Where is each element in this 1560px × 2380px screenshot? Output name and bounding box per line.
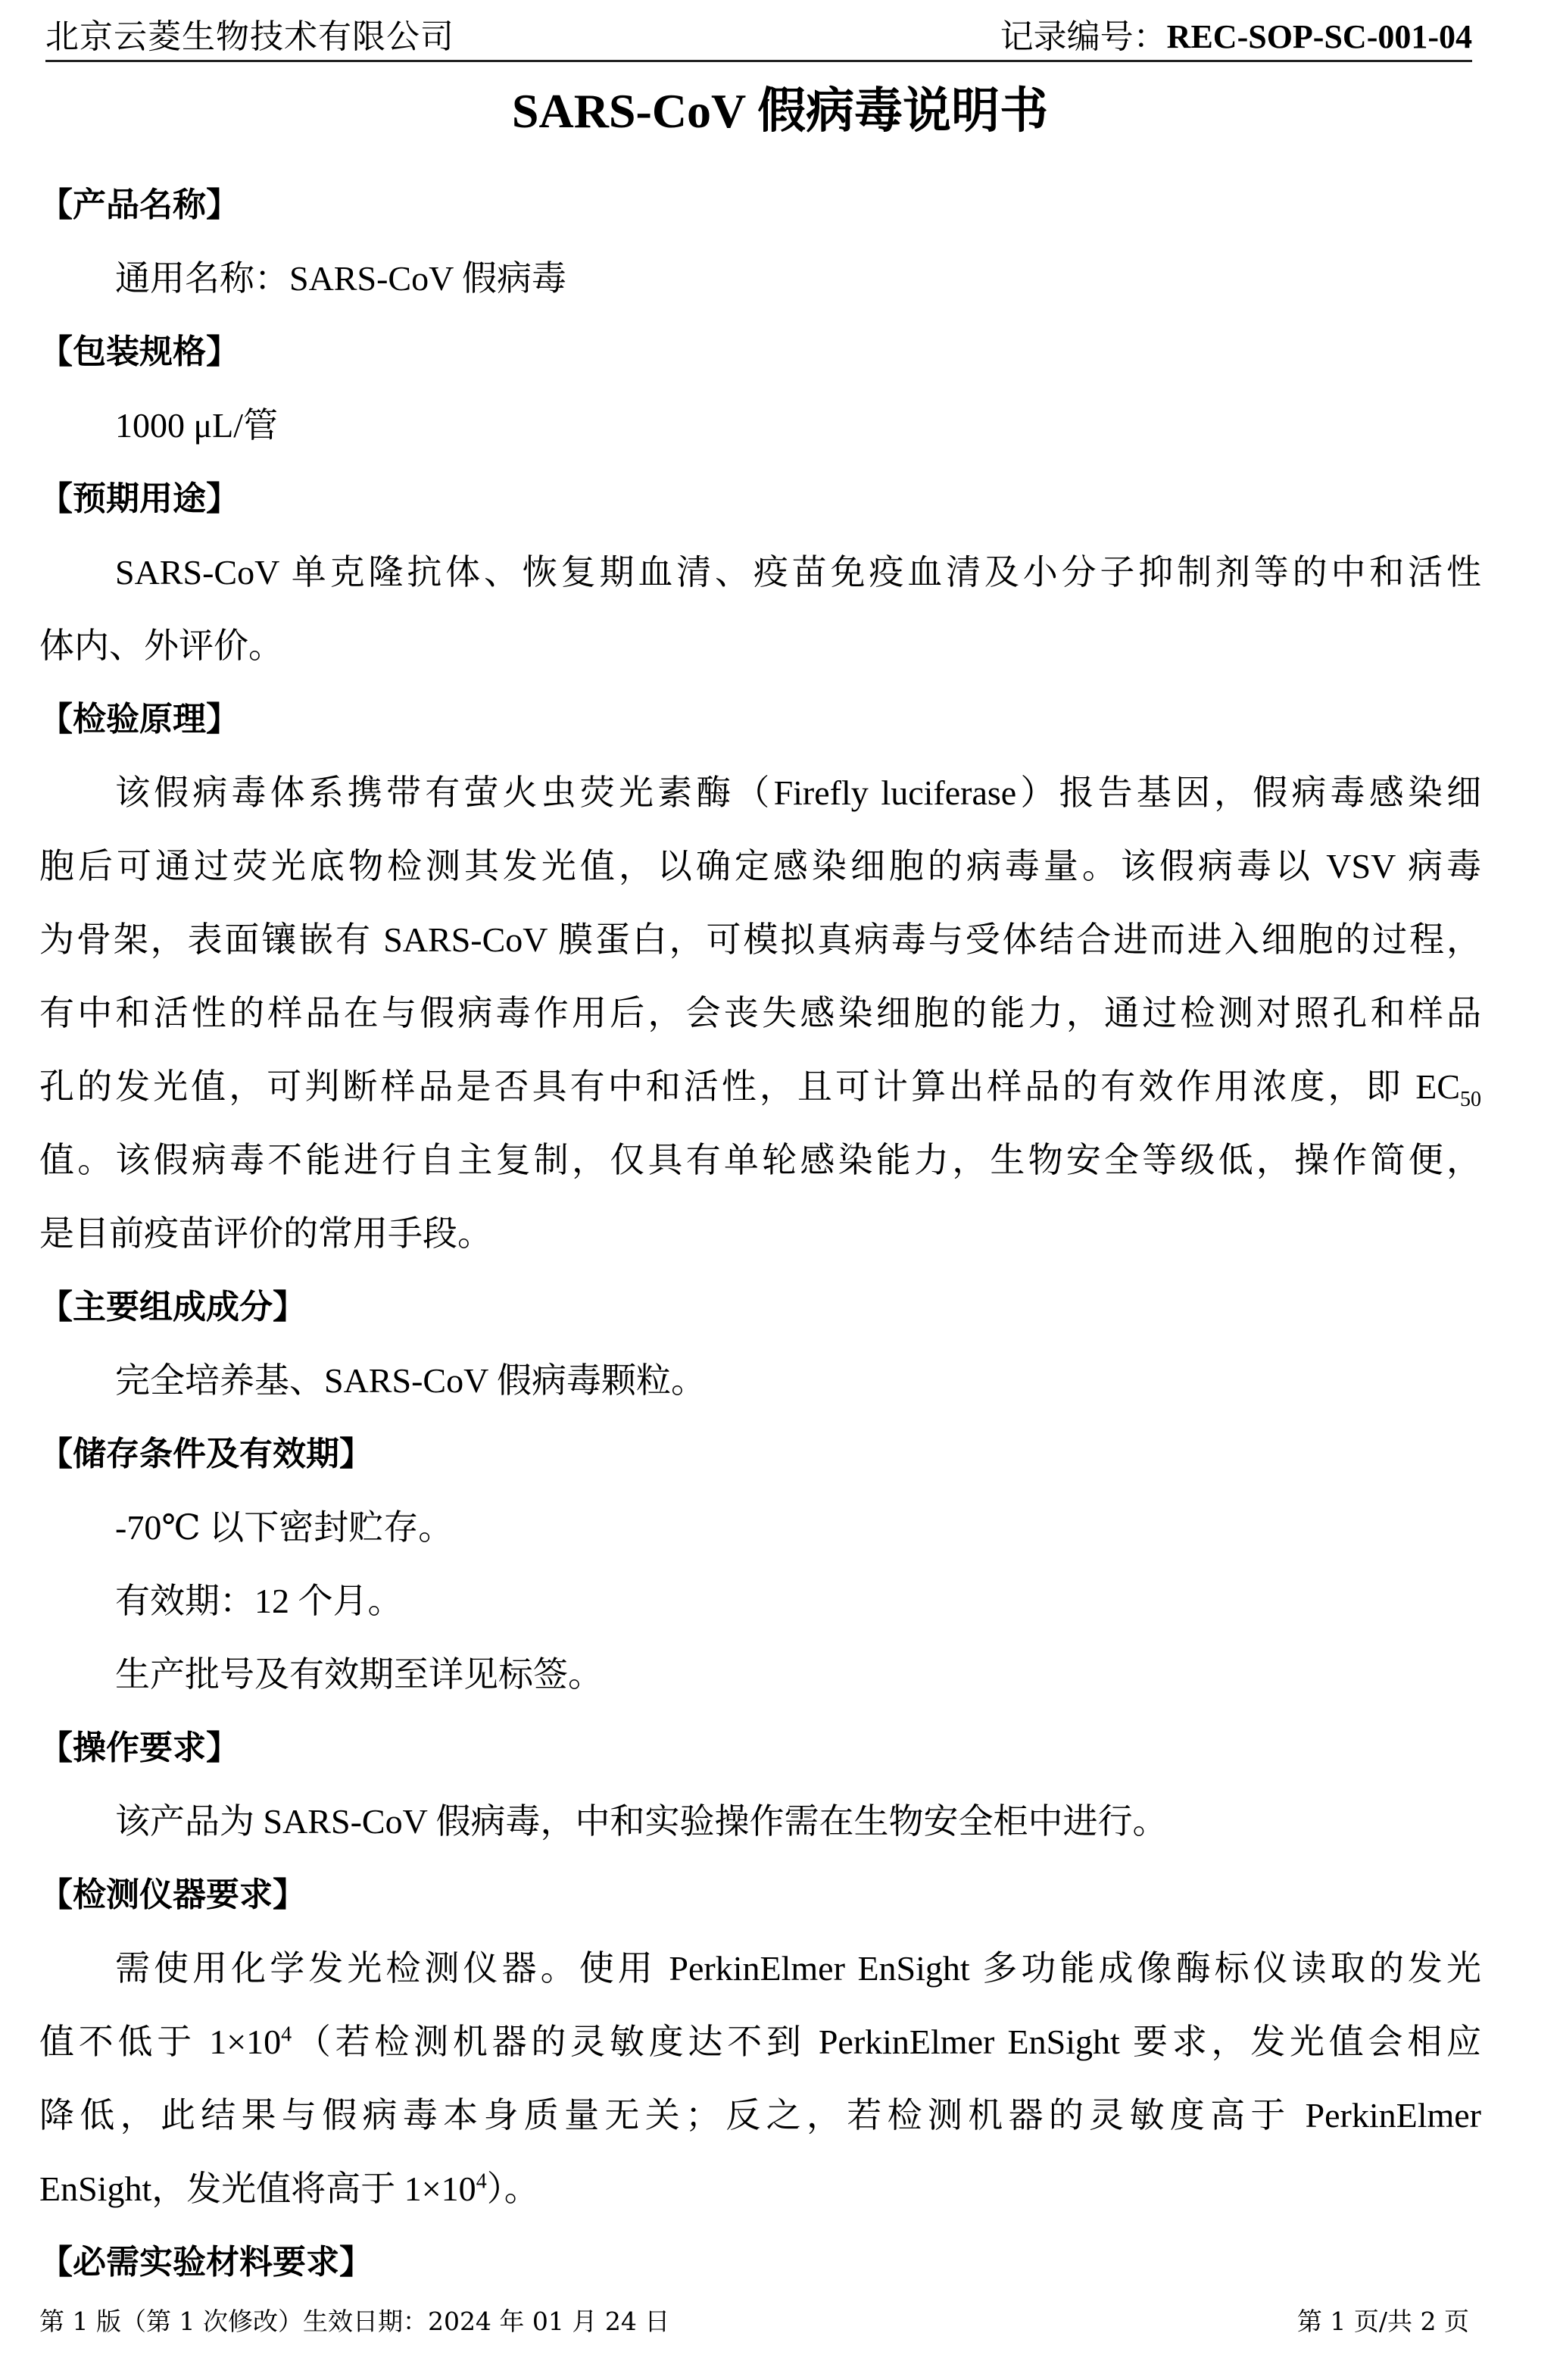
section-heading-main-components: 【主要组成成分】: [39, 1288, 306, 1326]
section-heading-required-materials: 【必需实验材料要求】: [39, 2243, 373, 2282]
record-number-value: REC-SOP-SC-001-04: [1166, 18, 1472, 55]
company-name: 北京云菱生物技术有限公司: [45, 17, 454, 56]
instrument-line-text: 值不低于 1×10: [39, 2022, 282, 2061]
principle-line: 值。该假病毒不能进行自主复制，仅具有单轮感染能力，生物安全等级低，操作简便，: [39, 1141, 1481, 1179]
operation-line: 该产品为 SARS-CoV 假病毒，中和实验操作需在生物安全柜中进行。: [115, 1802, 1168, 1841]
instrument-line-text: EnSight，发光值将高于 1×10: [39, 2169, 476, 2208]
page-header: [45, 8, 1472, 62]
exponent-superscript: 4: [476, 2169, 487, 2194]
section-heading-storage: 【储存条件及有效期】: [39, 1435, 373, 1473]
section-heading-product-name: 【产品名称】: [39, 186, 239, 224]
instrument-line-text: （若检测机器的灵敏度达不到 PerkinElmer EnSight 要求，发光值会相应: [292, 2022, 1481, 2061]
components-line: 完全培养基、SARS-CoV 假病毒颗粒。: [115, 1361, 706, 1400]
ec50-subscript: 50: [1460, 1088, 1481, 1112]
instrument-line-text: ）。: [486, 2169, 539, 2208]
principle-line: 该假病毒体系携带有萤火虫荧光素酶（Firefly luciferase）报告基因，假病毒感染细: [115, 773, 1481, 812]
document-body: [39, 168, 1481, 2299]
instrument-line: [39, 2005, 1481, 2079]
principle-line: 为骨架，表面镶嵌有 SARS-CoV 膜蛋白，可模拟真病毒与受体结合进而进入细胞的过程，: [39, 920, 1481, 959]
record-number: [1000, 17, 1472, 56]
section-heading-package-spec: 【包装规格】: [39, 333, 239, 371]
principle-line: 胞后可通过荧光底物检测其发光值，以确定感染细胞的病毒量。该假病毒以 VSV 病毒: [39, 847, 1481, 885]
principle-line: [39, 1050, 1481, 1123]
intended-use-line: SARS-CoV 单克隆抗体、恢复期血清、疫苗免疫血清及小分子抑制剂等的中和活性: [115, 553, 1481, 592]
instrument-line: [39, 2152, 1481, 2225]
exponent-superscript: 4: [281, 2022, 292, 2047]
page-number: 第 1 页/共 2 页: [1296, 2307, 1469, 2336]
section-heading-instrument: 【检测仪器要求】: [39, 1876, 306, 1914]
document-title: SARS-CoV 假病毒说明书: [511, 84, 1049, 138]
principle-line: 有中和活性的样品在与假病毒作用后，会丧失感染细胞的能力，通过检测对照孔和样品: [39, 994, 1481, 1032]
package-spec-value: 1000 μL/管: [115, 406, 279, 445]
storage-temperature: -70℃ 以下密封贮存。: [115, 1508, 454, 1547]
record-number-label: 记录编号：: [1000, 17, 1167, 56]
batch-info: 生产批号及有效期至详见标签。: [115, 1655, 603, 1694]
shelf-life: 有效期：12 个月。: [115, 1582, 403, 1620]
principle-line-text: 孔的发光值，可判断样品是否具有中和活性，且可计算出样品的有效作用浓度，即 EC: [39, 1067, 1460, 1106]
instrument-line: 降低，此结果与假病毒本身质量无关；反之，若检测机器的灵敏度高于 PerkinElmer: [39, 2096, 1481, 2135]
product-common-name: 通用名称：SARS-CoV 假病毒: [115, 259, 566, 298]
principle-line: 是目前疫苗评价的常用手段。: [39, 1214, 492, 1253]
page-footer: [39, 2309, 1469, 2334]
section-heading-operation: 【操作要求】: [39, 1729, 239, 1767]
version-effective-date: 第 1 版（第 1 次修改）生效日期：2024 年 01 月 24 日: [39, 2307, 670, 2336]
instrument-line: 需使用化学发光检测仪器。使用 PerkinElmer EnSight 多功能成像酶标仪读取的发光: [115, 1949, 1481, 1988]
section-heading-intended-use: 【预期用途】: [39, 479, 239, 518]
intended-use-line: 体内、外评价。: [39, 626, 283, 665]
section-heading-test-principle: 【检验原理】: [39, 700, 239, 739]
